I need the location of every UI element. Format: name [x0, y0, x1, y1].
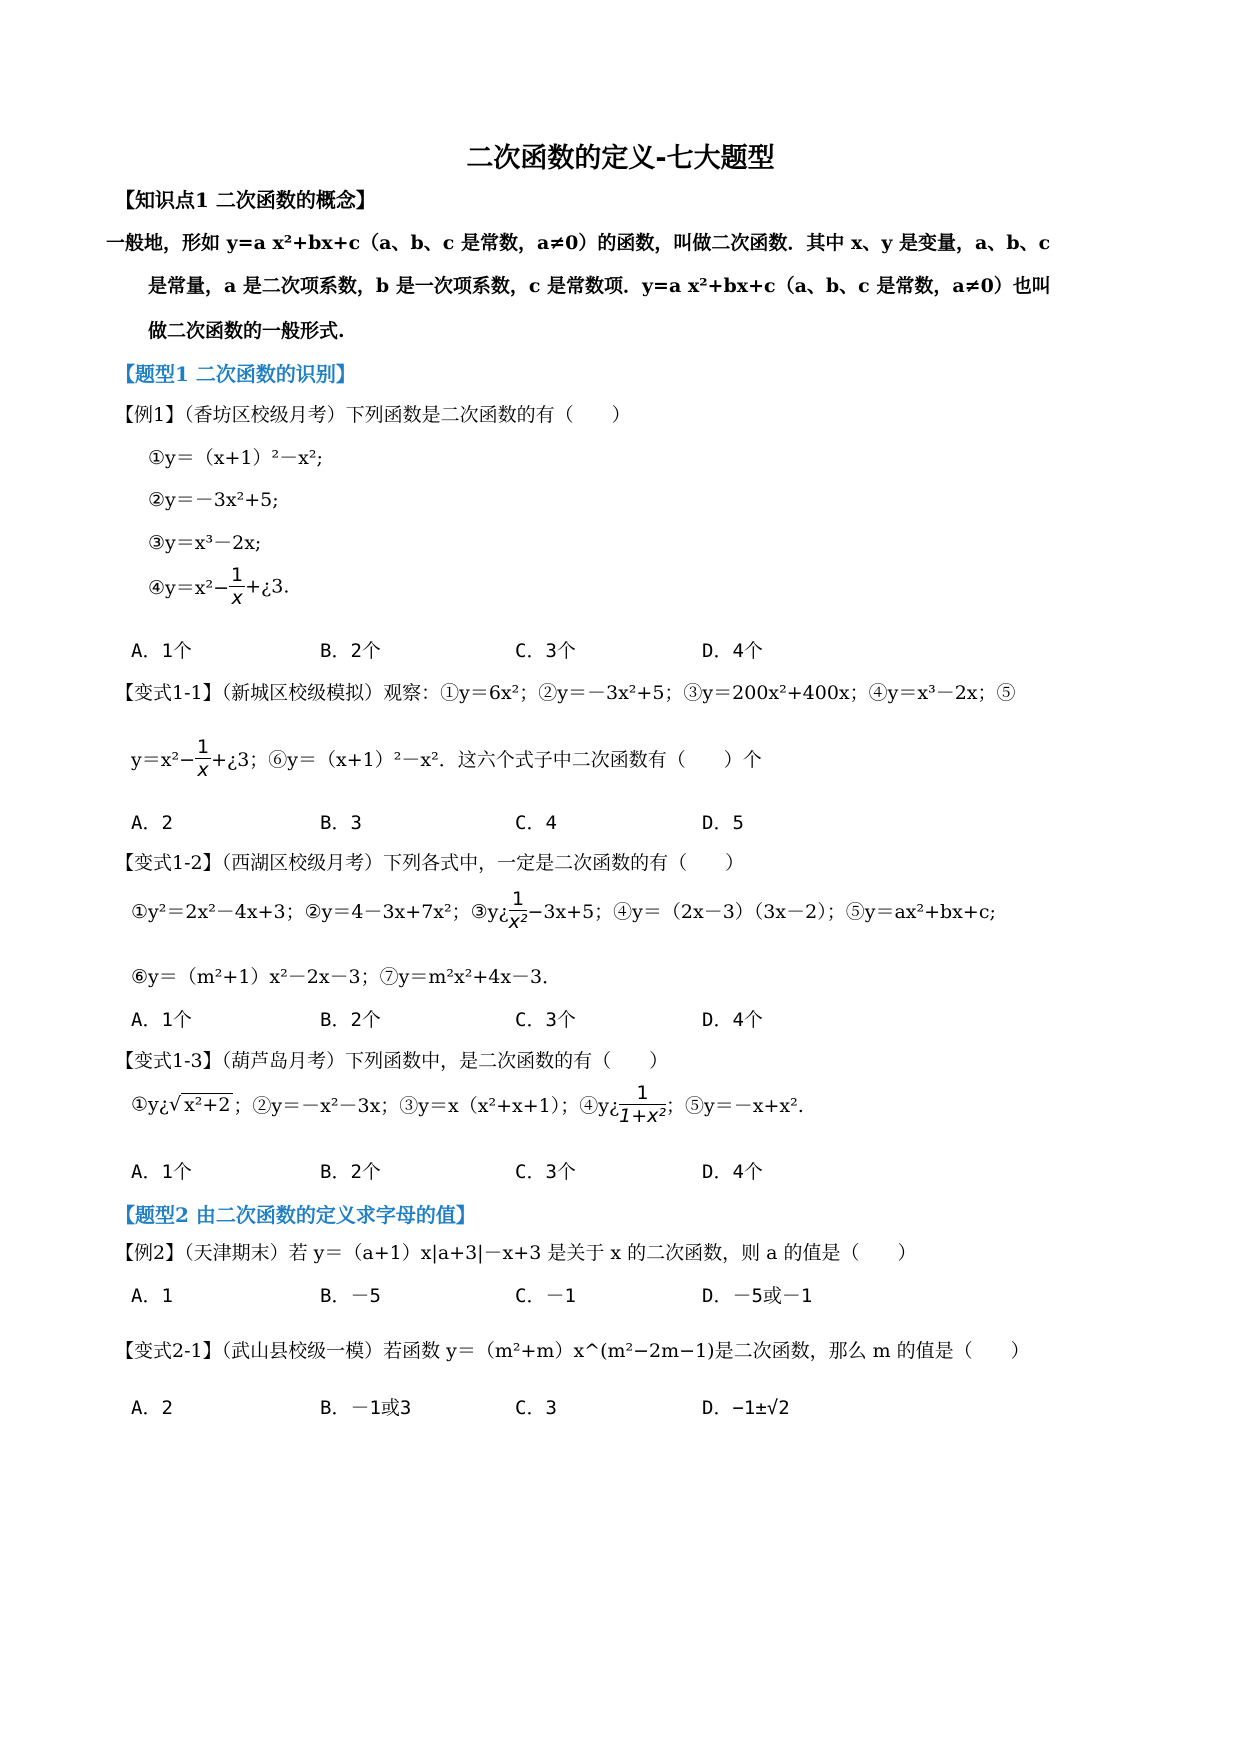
variant1-2-option-b[interactable]: B．2个 [320, 1009, 381, 1031]
variant2-1-option-c[interactable]: C．3 [515, 1397, 557, 1419]
variant1-2-option-c[interactable]: C．3个 [515, 1009, 576, 1031]
example1-option-b[interactable]: B．2个 [320, 640, 381, 662]
example2-option-c[interactable]: C．－1 [515, 1285, 576, 1307]
knowledge-line-2: 是常量，a 是二次项系数，b 是一次项系数，c 是常数项．y=a x²+bx+c（a、b、c 是常数，a≠0）也叫 [148, 275, 1051, 297]
variant1-1-option-b[interactable]: B．3 [320, 812, 362, 834]
variant1-3-stem: 【变式1-3】（葫芦岛月考）下列函数中，是二次函数的有（ ） [115, 1050, 669, 1072]
variant1-3-option-c[interactable]: C．3个 [515, 1161, 576, 1183]
variant1-1-line-2: y＝x²− $\frac{1}{x}$ +¿3；⑥y＝（x+1）²－x²．这六个式子中二次函数有（ ）个 [131, 736, 762, 781]
knowledge-line-3: 做二次函数的一般形式. [148, 320, 345, 342]
example2-option-b[interactable]: B．－5 [320, 1285, 381, 1307]
example1-item-4: ④y＝x²− $\frac{1}{x}$ +¿3. [148, 564, 290, 609]
example1-item-2: ②y＝－3x²+5; [148, 489, 279, 511]
variant1-2-option-a[interactable]: A．1个 [131, 1009, 192, 1031]
variant2-1-option-d[interactable]: D．−1±√2 [702, 1397, 790, 1419]
type2-heading: 【题型2 由二次函数的定义求字母的值】 [115, 1203, 476, 1227]
example1-option-c[interactable]: C．3个 [515, 640, 576, 662]
sqrt-expression: x²+2 [181, 1093, 233, 1116]
variant1-2-option-d[interactable]: D．4个 [702, 1009, 763, 1031]
variant1-1-option-d[interactable]: D．5 [702, 812, 744, 834]
example1-item-1: ①y＝（x+1）²－x²; [148, 447, 323, 469]
fraction: $\frac{1}{x}$ [197, 736, 210, 781]
example1-item-3: ③y＝x³－2x; [148, 532, 262, 554]
knowledge-line-1: 一般地，形如 y=a x²+bx+c（a、b、c 是常数，a≠0）的函数，叫做二次函数．其中 x、y 是变量，a、b、c [106, 232, 1051, 254]
example1-option-a[interactable]: A．1个 [131, 640, 192, 662]
variant2-1-option-a[interactable]: A．2 [131, 1397, 173, 1419]
variant1-2-line-1: ①y²＝2x²－4x+3；②y＝4－3x+7x²；③y¿ $\frac{1}{\text{x²}}$ −3x+5；④y＝（2x－3）（3x－2）；⑤y＝ax²+bx+c; [131, 888, 996, 933]
variant1-3-option-a[interactable]: A．1个 [131, 1161, 192, 1183]
example1-stem: 【例1】（香坊区校级月考）下列函数是二次函数的有（ ） [115, 404, 631, 426]
example2-stem: 【例2】（天津期末）若 y＝（a+1）x|a+3|－x+3 是关于 x 的二次函数，则 a 的值是（ ） [115, 1242, 917, 1264]
variant1-3-option-d[interactable]: D．4个 [702, 1161, 763, 1183]
example1-option-d[interactable]: D．4个 [702, 640, 763, 662]
type1-heading: 【题型1 二次函数的识别】 [115, 362, 356, 386]
variant1-2-line-2: ⑥y＝（m²+1）x²－2x－3；⑦y＝m²x²+4x－3． [131, 966, 562, 988]
variant1-2-stem: 【变式1-2】（西湖区校级月考）下列各式中，一定是二次函数的有（ ） [115, 852, 745, 874]
example2-option-a[interactable]: A．1 [131, 1285, 173, 1307]
variant1-3-option-b[interactable]: B．2个 [320, 1161, 381, 1183]
variant1-1-option-a[interactable]: A．2 [131, 812, 173, 834]
variant2-1-stem: 【变式2-1】（武山县校级一模）若函数 y＝（m²+m）x^(m²−2m−1)是二次函数，那么 m 的值是（ ） [115, 1340, 1030, 1362]
variant1-1-option-c[interactable]: C．4 [515, 812, 557, 834]
fraction: $\frac{1}{\text{x²}}$ [508, 888, 528, 933]
knowledge-heading: 【知识点1 二次函数的概念】 [115, 188, 376, 212]
variant1-1-stem: 【变式1-1】（新城区校级模拟）观察：①y＝6x²；②y＝－3x²+5；③y＝200x²+400x；④y＝x³－2x；⑤ [115, 682, 1016, 704]
variant2-1-option-b[interactable]: B．－1或3 [320, 1397, 412, 1419]
fraction: $\frac{1}{\text{1+x²}}$ [619, 1082, 667, 1127]
example2-option-d[interactable]: D．－5或－1 [702, 1285, 813, 1307]
fraction: $\frac{1}{x}$ [231, 564, 244, 609]
variant1-3-line-1: ①y¿√ x²+2 ；②y＝－x²－3x；③y＝x（x²+x+1）；④y¿ $\frac{1}{\text{1+x²}}$ ；⑤y＝－x+x². [131, 1082, 804, 1127]
page-title: 二次函数的定义-七大题型 [466, 143, 775, 174]
